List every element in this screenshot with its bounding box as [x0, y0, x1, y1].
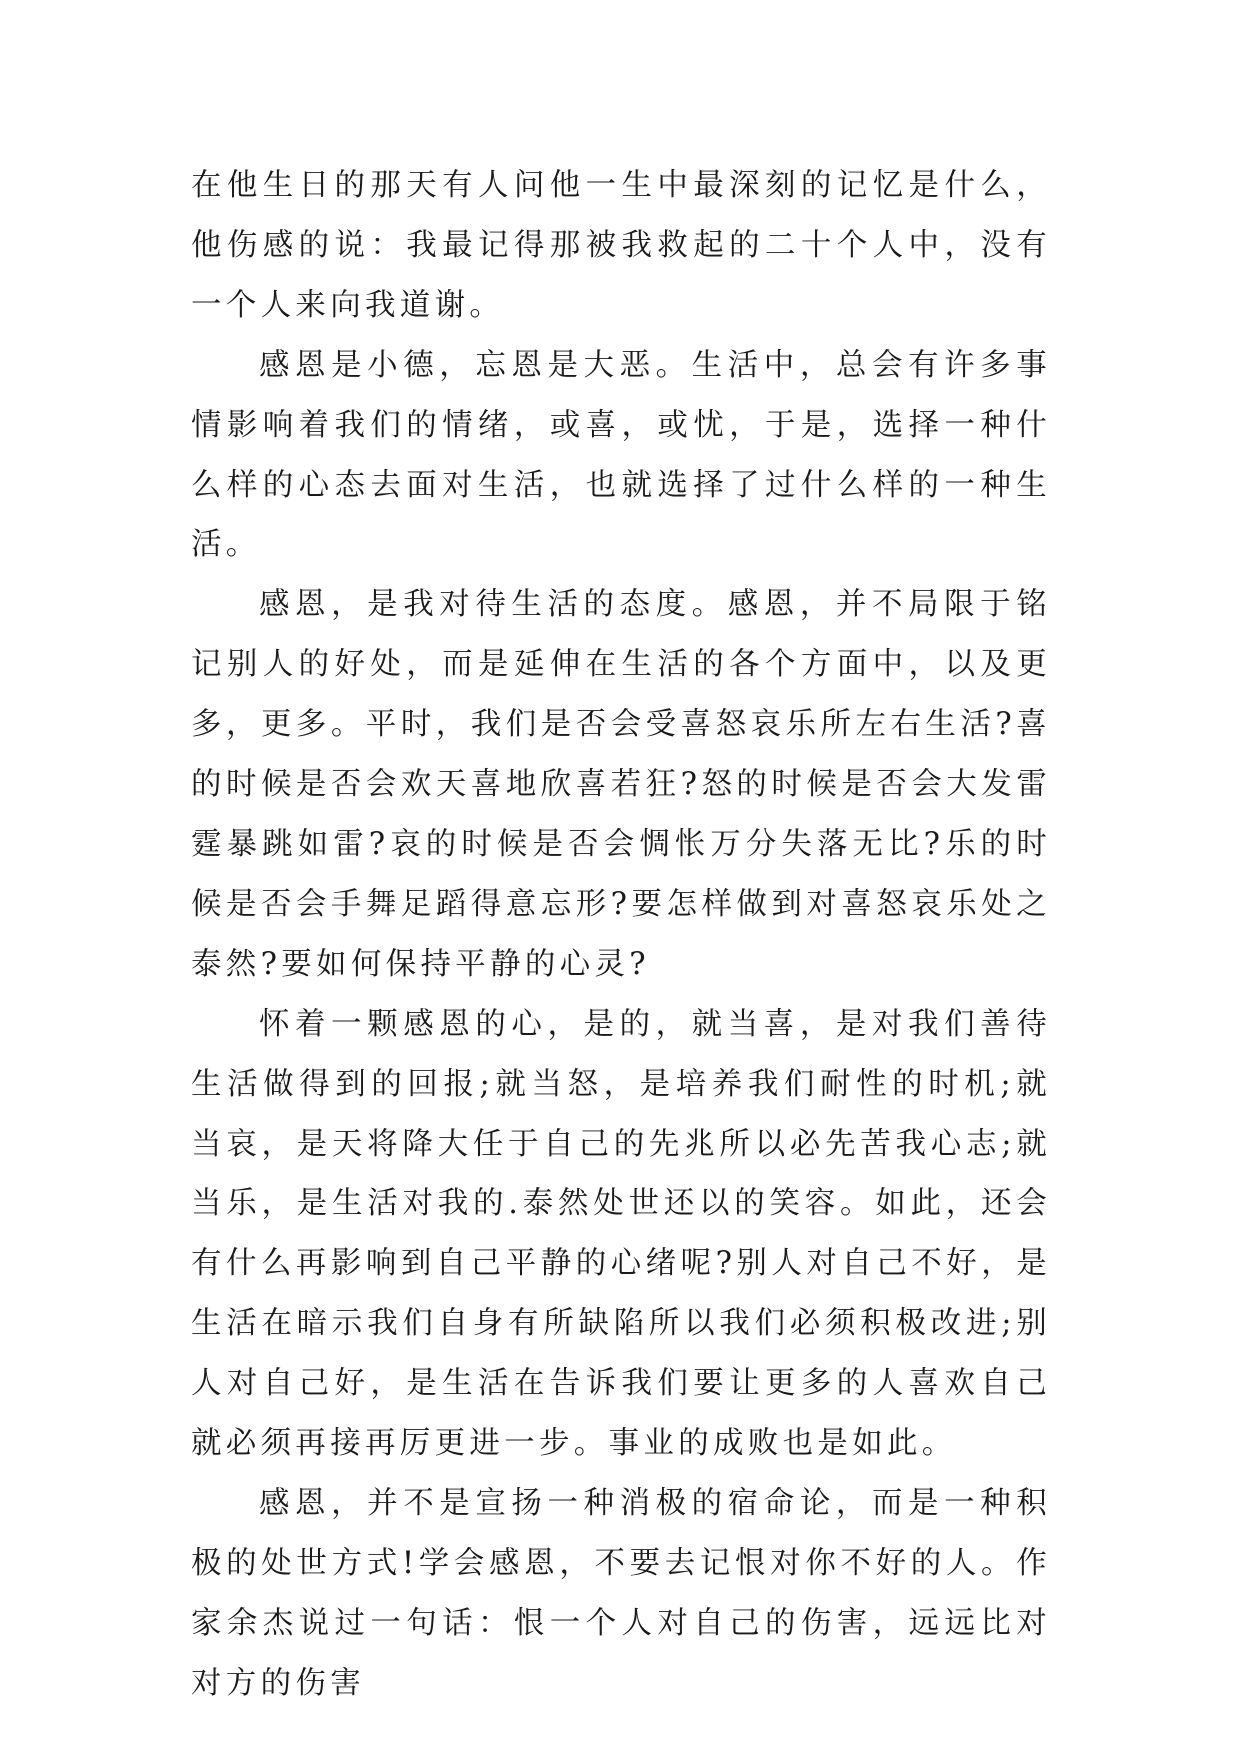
- paragraph-1: 在他生日的那天有人问他一生中最深刻的记忆是什么，他伤感的说：我最记得那被我救起的二十个人中，没有一个人来向我道谢。: [191, 168, 1051, 323]
- paragraph-4: 怀着一颗感恩的心，是的，就当喜，是对我们善待生活做得到的回报;就当怒，是培养我们耐性的时机;就当哀，是天将降大任于自己的先兆所以必先苦我心志;就当乐，是生活对我的.泰然处世还以的笑容。如此，还会有什么再影响到自己平静的心绪呢?别人对自己不好，是生活在暗示我们自身有所缺陷所以我们必须积极改进;别人对自己好，是生活在告诉我们要让更多的人喜欢自己就必须再接再厉更进一步。事业的成败也是如此。: [191, 1006, 1051, 1462]
- paragraph-5: 感恩，并不是宣扬一种消极的宿命论，而是一种积极的处世方式!学会感恩，不要去记恨对你不好的人。作家余杰说过一句话：恨一个人对自己的伤害，远远比对对方的伤害: [191, 1485, 1051, 1701]
- paragraph-3: 感恩，是我对待生活的态度。感恩，并不局限于铭记别人的好处，而是延伸在生活的各个方面中，以及更多，更多。平时，我们是否会受喜怒哀乐所左右生活?喜的时候是否会欢天喜地欣喜若狂?怒的时候是否会大发雷霆暴跳如雷?哀的时候是否会惆怅万分失落无比?乐的时候是否会手舞足蹈得意忘形?要怎样做到对喜怒哀乐处之泰然?要如何保持平静的心灵?: [191, 587, 1051, 982]
- paragraph-2: 感恩是小德，忘恩是大恶。生活中，总会有许多事情影响着我们的情绪，或喜，或忧，于是，选择一种什么样的心态去面对生活，也就选择了过什么样的一种生活。: [191, 347, 1051, 563]
- document-body: [191, 156, 1051, 1714]
